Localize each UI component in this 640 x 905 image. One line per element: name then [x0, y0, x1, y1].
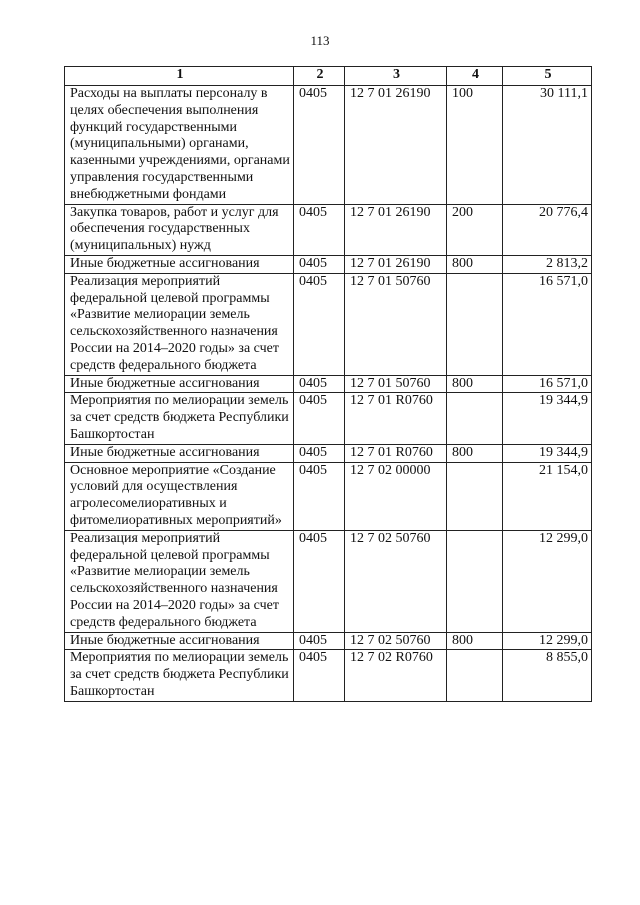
- row-target: 12 7 02 50760: [345, 632, 447, 650]
- row-name: Иные бюджетные ассигнования: [65, 375, 294, 393]
- table-row: [65, 273, 592, 375]
- table-row: [65, 255, 592, 273]
- row-target: 12 7 01 50760: [345, 273, 447, 375]
- row-type: 800: [447, 632, 503, 650]
- row-section: 0405: [294, 255, 345, 273]
- row-name: Реализация мероприятий федеральной целевой программы «Развитие мелиорации земель сельскохозяйственного назначения России на 2014–2020 годы» за счет средств федерального бюджета: [65, 273, 294, 375]
- row-target: 12 7 01 26190: [345, 255, 447, 273]
- row-name: Мероприятия по мелиорации земель за счет средств бюджета Республики Башкортостан: [65, 393, 294, 444]
- header-col-1: 1: [65, 67, 294, 86]
- row-target: 12 7 01 26190: [345, 204, 447, 255]
- row-type: 800: [447, 375, 503, 393]
- row-type: 800: [447, 444, 503, 462]
- budget-table: [64, 66, 592, 702]
- row-name: Основное мероприятие «Создание условий для осуществления агролесомелиоративных и фитомелиоративных мероприятий»: [65, 462, 294, 530]
- row-name: Мероприятия по мелиорации земель за счет средств бюджета Республики Башкортостан: [65, 650, 294, 701]
- table-row: [65, 86, 592, 205]
- row-name: Расходы на выплаты персоналу в целях обеспечения выполнения функций государственными (муниципальными) органами, казенными учреждениями, органами управления государственными внебюджетными фондами: [65, 86, 294, 205]
- row-name: Иные бюджетные ассигнования: [65, 632, 294, 650]
- row-amount: 30 111,1: [503, 86, 592, 205]
- row-target: 12 7 01 R0760: [345, 444, 447, 462]
- row-name: Закупка товаров, работ и услуг для обеспечения государственных (муниципальных) нужд: [65, 204, 294, 255]
- row-name: Реализация мероприятий федеральной целевой программы «Развитие мелиорации земель сельскохозяйственного назначения России на 2014–2020 годы» за счет средств федерального бюджета: [65, 530, 294, 632]
- page-number: 113: [310, 33, 330, 48]
- row-section: 0405: [294, 632, 345, 650]
- row-amount: 16 571,0: [503, 375, 592, 393]
- row-amount: 8 855,0: [503, 650, 592, 701]
- row-section: 0405: [294, 650, 345, 701]
- table-row: [65, 393, 592, 444]
- row-type: [447, 462, 503, 530]
- row-amount: 16 571,0: [503, 273, 592, 375]
- row-type: [447, 650, 503, 701]
- header-col-4: 4: [447, 67, 503, 86]
- row-section: 0405: [294, 86, 345, 205]
- row-target: 12 7 01 R0760: [345, 393, 447, 444]
- row-type: [447, 393, 503, 444]
- row-type: [447, 273, 503, 375]
- header-col-5: 5: [503, 67, 592, 86]
- row-amount: 21 154,0: [503, 462, 592, 530]
- row-amount: 12 299,0: [503, 632, 592, 650]
- row-target: 12 7 01 50760: [345, 375, 447, 393]
- row-section: 0405: [294, 393, 345, 444]
- row-amount: 2 813,2: [503, 255, 592, 273]
- row-section: 0405: [294, 375, 345, 393]
- table-row: [65, 375, 592, 393]
- row-section: 0405: [294, 462, 345, 530]
- row-target: 12 7 02 R0760: [345, 650, 447, 701]
- table-row: [65, 204, 592, 255]
- table-row: [65, 632, 592, 650]
- row-section: 0405: [294, 444, 345, 462]
- row-type: [447, 530, 503, 632]
- table-row: [65, 650, 592, 701]
- row-type: 800: [447, 255, 503, 273]
- row-target: 12 7 02 00000: [345, 462, 447, 530]
- row-amount: 19 344,9: [503, 393, 592, 444]
- table-row: [65, 444, 592, 462]
- row-target: 12 7 02 50760: [345, 530, 447, 632]
- header-col-3: 3: [345, 67, 447, 86]
- row-section: 0405: [294, 204, 345, 255]
- row-amount: 12 299,0: [503, 530, 592, 632]
- row-name: Иные бюджетные ассигнования: [65, 444, 294, 462]
- row-section: 0405: [294, 273, 345, 375]
- row-target: 12 7 01 26190: [345, 86, 447, 205]
- table-row: [65, 530, 592, 632]
- header-col-2: 2: [294, 67, 345, 86]
- row-name: Иные бюджетные ассигнования: [65, 255, 294, 273]
- table-row: [65, 462, 592, 530]
- row-section: 0405: [294, 530, 345, 632]
- row-type: 100: [447, 86, 503, 205]
- row-type: 200: [447, 204, 503, 255]
- row-amount: 20 776,4: [503, 204, 592, 255]
- row-amount: 19 344,9: [503, 444, 592, 462]
- header-row: [65, 67, 592, 86]
